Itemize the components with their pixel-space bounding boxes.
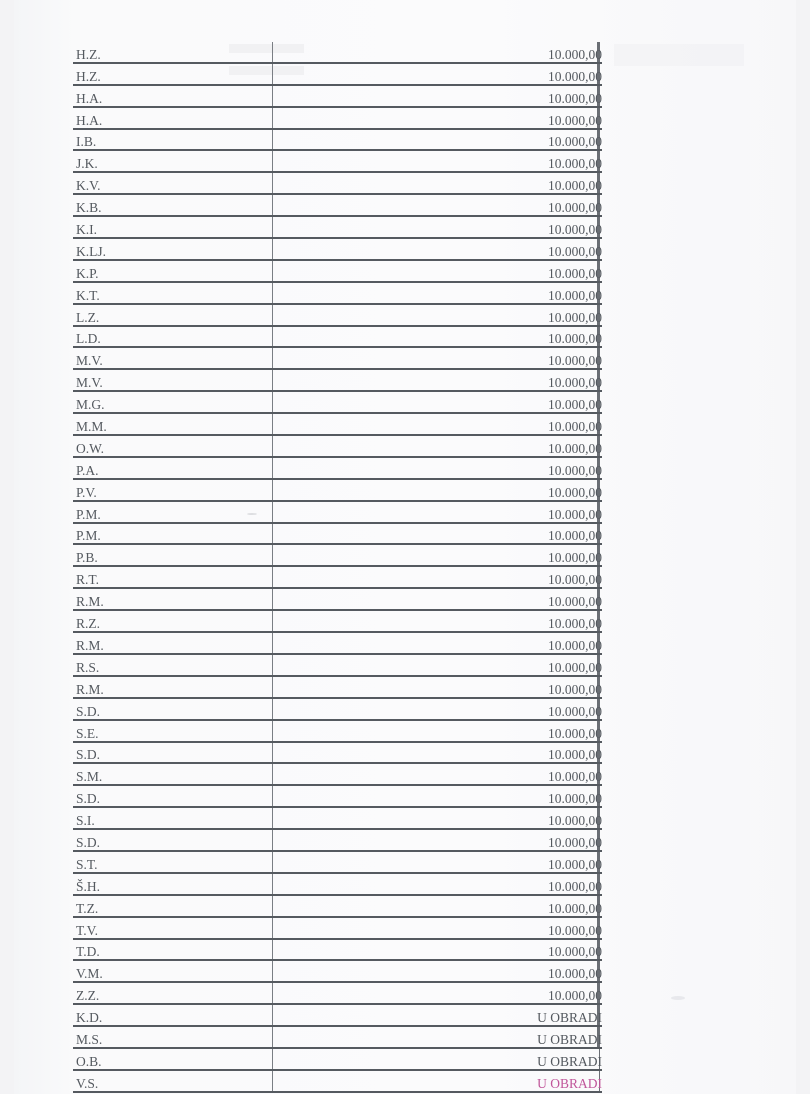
amount-value: 10.000,00 [548,353,602,369]
amount-cell [537,1048,603,1070]
amount-cell [548,150,603,172]
table-row [73,172,602,194]
table-row [73,588,602,610]
table-row [73,632,602,654]
recipient-initials: J.K. [73,150,273,172]
recipient-initials: M.M. [73,413,273,435]
amount-value: U OBRADI [537,1075,602,1091]
amount-cell [537,1070,603,1092]
amount-cell [548,63,603,85]
amount-cell [548,282,603,304]
recipient-initials: H.Z. [73,63,273,85]
recipient-initials: M.S. [73,1026,273,1048]
amount-value: 10.000,00 [548,878,602,894]
amount-value: 10.000,00 [548,419,602,435]
amount-value: 10.000,00 [548,178,602,194]
recipient-initials: S.D. [73,742,273,764]
amount-value: 10.000,00 [548,725,602,741]
amount-cell [548,720,603,742]
table-row [73,216,602,238]
amount-cell [548,369,603,391]
table-row [73,347,602,369]
recipient-initials: S.M. [73,763,273,785]
amount-cell [548,347,603,369]
table-row [73,917,602,939]
recipient-initials: T.Z. [73,895,273,917]
amount-cell [548,632,603,654]
amount-cell [548,566,603,588]
recipient-initials: I.B. [73,129,273,151]
amount-cell [548,129,603,151]
recipient-initials: M.V. [73,347,273,369]
amount-cell [548,851,603,873]
recipient-initials: L.D. [73,326,273,348]
recipient-initials: S.D. [73,785,273,807]
recipient-initials: R.T. [73,566,273,588]
amount-cell [548,435,603,457]
amount-value: 10.000,00 [548,112,602,128]
table-row [73,829,602,851]
amount-cell [548,413,603,435]
recipient-initials: S.D. [73,698,273,720]
amount-cell [548,654,603,676]
amount-value: 10.000,00 [548,90,602,106]
table-row [73,194,602,216]
recipient-initials: O.W. [73,435,273,457]
amount-value: 10.000,00 [548,703,602,719]
recipient-initials: R.S. [73,654,273,676]
amount-value: 10.000,00 [548,265,602,281]
amount-value: 10.000,00 [548,243,602,259]
table-row [73,763,602,785]
recipient-initials: L.Z. [73,304,273,326]
amount-cell [548,960,603,982]
amount-value: 10.000,00 [548,791,602,807]
amount-cell [548,172,603,194]
amount-value: 10.000,00 [548,813,602,829]
table-row [73,85,602,107]
recipient-initials: H.Z. [73,42,273,63]
amount-cell [548,42,603,63]
amount-cell [548,260,603,282]
amount-value: U OBRADI [537,1010,602,1026]
bleed-through-mark [614,44,744,66]
recipient-initials: K.T. [73,282,273,304]
amount-value: 10.000,00 [548,594,602,610]
amount-cell [548,304,603,326]
amount-cell [548,610,603,632]
amount-value: 10.000,00 [548,309,602,325]
amount-cell [548,194,603,216]
amount-value: U OBRADI [537,1053,602,1069]
recipient-initials: R.Z. [73,610,273,632]
recipient-initials: P.M. [73,523,273,545]
recipient-initials: R.M. [73,676,273,698]
recipient-initials: S.D. [73,829,273,851]
amount-cell [548,107,603,129]
table-row [73,260,602,282]
table-row [73,939,602,961]
amount-cell [548,895,603,917]
table-row [73,720,602,742]
recipient-initials: R.M. [73,588,273,610]
table-row [73,654,602,676]
table-row [73,785,602,807]
amount-value: 10.000,00 [548,397,602,413]
table-row [73,435,602,457]
table-row [73,807,602,829]
amount-cell [548,326,603,348]
recipient-initials: P.B. [73,544,273,566]
amount-value: 10.000,00 [548,440,602,456]
amount-cell [548,785,603,807]
recipient-initials: M.V. [73,369,273,391]
amount-cell [548,873,603,895]
amount-cell [548,85,603,107]
amount-value: 10.000,00 [548,769,602,785]
amount-value: 10.000,00 [548,572,602,588]
amount-value: 10.000,00 [548,222,602,238]
recipient-initials: V.M. [73,960,273,982]
amount-cell [548,523,603,545]
table-row [73,566,602,588]
amount-value: 10.000,00 [548,528,602,544]
recipient-initials: P.V. [73,479,273,501]
recipient-initials: K.V. [73,172,273,194]
amount-cell [548,544,603,566]
amount-value: 10.000,00 [548,375,602,391]
amount-value: 10.000,00 [548,616,602,632]
amount-cell [537,1026,603,1048]
amount-value: 10.000,00 [548,747,602,763]
amount-cell [548,807,603,829]
amount-value: 10.000,00 [548,287,602,303]
table-body [73,42,602,1092]
recipient-initials: S.I. [73,807,273,829]
amount-value: 10.000,00 [548,331,602,347]
amount-value: 10.000,00 [548,988,602,1004]
recipient-initials: M.G. [73,391,273,413]
amount-value: 10.000,00 [548,506,602,522]
payment-list-table [73,42,602,1093]
scan-smudge [671,996,685,1000]
amount-value: 10.000,00 [548,681,602,697]
table-row [73,742,602,764]
table-row [73,63,602,85]
amount-cell [548,588,603,610]
amount-cell [537,1004,603,1026]
amount-value: 10.000,00 [548,484,602,500]
table-row [73,698,602,720]
table-row [73,1004,602,1026]
recipient-initials: K.I. [73,216,273,238]
amount-cell [548,742,603,764]
table-row [73,129,602,151]
amount-cell [548,698,603,720]
recipient-initials: O.B. [73,1048,273,1070]
recipient-initials: K.LJ. [73,238,273,260]
recipient-initials: H.A. [73,85,273,107]
table-row [73,1048,602,1070]
recipient-initials: K.B. [73,194,273,216]
recipient-initials: Š.H. [73,873,273,895]
table-row [73,960,602,982]
amount-cell [548,457,603,479]
recipient-initials: K.P. [73,260,273,282]
recipient-initials: S.E. [73,720,273,742]
table-row [73,523,602,545]
table-row [73,391,602,413]
recipient-initials: P.M. [73,501,273,523]
amount-value: 10.000,00 [548,834,602,850]
amount-value: 10.000,00 [548,944,602,960]
table-row [73,42,602,63]
amount-cell [548,216,603,238]
table-row [73,150,602,172]
amount-value: U OBRADI [537,1031,602,1047]
table-row [73,982,602,1004]
amount-value: 10.000,00 [548,134,602,150]
table-row [73,479,602,501]
amount-cell [548,763,603,785]
amount-cell [548,501,603,523]
recipient-initials: V.S. [73,1070,273,1092]
amount-value: 10.000,00 [548,922,602,938]
table-row [73,895,602,917]
table-row [73,544,602,566]
amount-value: 10.000,00 [548,900,602,916]
recipient-initials: K.D. [73,1004,273,1026]
amount-value: 10.000,00 [548,68,602,84]
amount-cell [548,829,603,851]
table-row [73,107,602,129]
recipient-initials: T.D. [73,939,273,961]
table-row [73,1070,602,1092]
amount-cell [548,917,603,939]
amount-cell [548,676,603,698]
amount-cell [548,982,603,1004]
amount-value: 10.000,00 [548,46,602,62]
table-row [73,873,602,895]
table-row [73,1026,602,1048]
amount-cell [548,238,603,260]
amount-value: 10.000,00 [548,856,602,872]
amount-value: 10.000,00 [548,637,602,653]
recipient-initials: Z.Z. [73,982,273,1004]
recipient-initials: H.A. [73,107,273,129]
recipient-initials: T.V. [73,917,273,939]
table-row [73,457,602,479]
recipient-initials: R.M. [73,632,273,654]
amount-cell [548,391,603,413]
amount-cell [548,479,603,501]
table-row [73,304,602,326]
table-row [73,238,602,260]
recipient-initials: P.A. [73,457,273,479]
table-row [73,610,602,632]
amount-value: 10.000,00 [548,200,602,216]
table-row [73,676,602,698]
recipient-initials: S.T. [73,851,273,873]
amount-value: 10.000,00 [548,550,602,566]
amount-value: 10.000,00 [548,659,602,675]
table-row [73,413,602,435]
table-row [73,501,602,523]
table-row [73,851,602,873]
amount-value: 10.000,00 [548,462,602,478]
table-row [73,326,602,348]
table-row [73,282,602,304]
amount-value: 10.000,00 [548,966,602,982]
amount-value: 10.000,00 [548,156,602,172]
table-row [73,369,602,391]
amount-cell [548,939,603,961]
